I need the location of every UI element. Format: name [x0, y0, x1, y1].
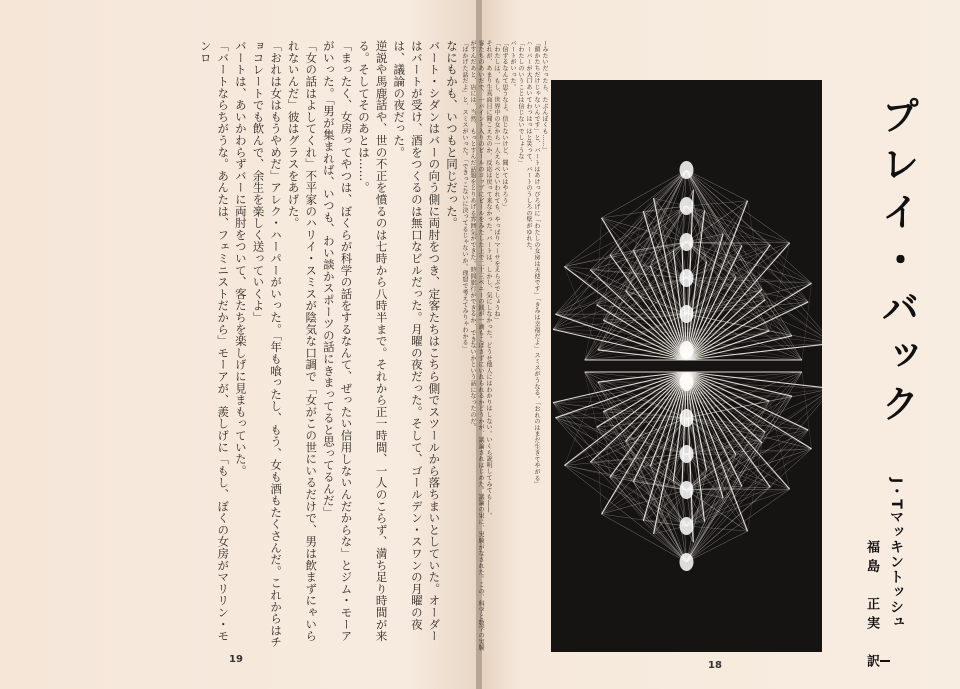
art-string — [564, 267, 686, 350]
art-node — [680, 517, 694, 535]
art-string — [597, 427, 602, 514]
art-string — [610, 198, 654, 255]
art-string — [770, 245, 808, 302]
art-string — [598, 382, 687, 526]
right-page — [461, 0, 960, 689]
art-string — [564, 382, 686, 465]
art-node — [680, 445, 694, 463]
art-node — [680, 269, 694, 287]
art-string — [610, 477, 654, 534]
right-page-number: 18 — [708, 660, 722, 671]
string-art-illustration — [551, 80, 822, 652]
art-node — [680, 553, 694, 571]
art-string — [601, 514, 686, 526]
art-string — [687, 201, 748, 206]
art-node — [680, 161, 694, 179]
art-string — [687, 300, 766, 350]
art-node — [680, 373, 694, 391]
story-title: プレイ・バック — [875, 96, 919, 432]
art-string — [687, 382, 736, 455]
art-node — [680, 305, 694, 323]
art-string — [687, 389, 833, 490]
art-string — [687, 277, 736, 350]
right-story-text: ーみたいだったら、たぶんぼくも……」 「顔かたちだけじゃないんです」と、バートはあけっぴろげに「わたしの女房は天使です」「きみは幸福だよ」スミスがうなる。「おれのはまだ生きてやがる」 ハーパーが大口あいてわっはっはと笑って、バートのうしろの壁がゆれた。 「わたしのいうことは信じないでしょうな」 バートがいった。 「信ずるなんて思うなよ。信じないけど、聞いてはやろう」 「わたしは、もし、世界中の女から一人えらべといわれても、やっぱりマーサをえらぶでしょうね」 それが、あまり生真面目に聞こえたのか、反応は戻って来なかった。バートは、しかし、気にしなかった。どうせ他人にはわかりはしない。いくら説明してみても――。 客たちのあいだで、一パイント入りのビールのコップにビールをみたした上で二十三ペニーの銭が一滴もこぼさずにいれられるかどうかが、議論されはじめた。議論の果に、実験がなされた。この、科学と数学の実験がすんだあと、店には、当然、もっとすんだ話題をとりあげる雰囲気ができた。時間旅行ができるか、できないかという話になったのだ。 「ばかげた話だよ」と、スミスがいった。「できっこないに決ってるじゃないか。理窟で考えてみりゃわかる」 — [461, 40, 548, 652]
byline-dash — [880, 660, 890, 662]
left-page — [0, 0, 478, 689]
art-node — [680, 341, 694, 359]
art-node — [680, 481, 694, 499]
art-string — [597, 218, 602, 305]
string-art-graphic — [551, 80, 822, 652]
translator-name: 福島 正実 訳 — [864, 540, 879, 673]
art-string — [770, 430, 808, 487]
art-string — [742, 246, 765, 300]
art-string — [687, 242, 833, 343]
art-string — [687, 454, 736, 455]
art-string — [687, 206, 736, 277]
art-string — [598, 206, 687, 350]
art-string — [687, 382, 812, 449]
art-string — [687, 283, 812, 350]
art-node — [680, 409, 694, 427]
left-body-text: なにもかも、いつもと同じだった。 バート・シダンはバーの向う側に両肘をつき、定客たちはこちら側でスツールから落ちまいとしていた。オーダーはバートが受け、酒をつくるのは無口なビルだった。月曜の夜だった。そして、ゴールデン・スワンの月曜の夜は、議論の夜だった。 逆説や馬鹿話や、世の不正を憤るのは七時から八時半まで。それから正一時間、一人のこらず、満ち足り時間が来る。そしてそのあとは……。 「まったく、女房ってやつは、ぼくらが科学の話をするなんて、ぜったい信用しないんだからな」とジム・モーアがいった。「男が集まれば、いつも、わい談かスポーツの話にきまってると思ってるんだ」 「女の話はよしてくれ」不平家のハリイ・スミスが陰気な口調で「女がこの世にいるだけで、男は飲まずにゃいられないんだ」彼はグラスをあげた。 「おれは女はもうやめだ」アレク・ハーパーがいった。「年も喰ったし、もう、女も酒もたくさんだ。これからはチョコレートでも飲んで、余生を楽しく送っていくよ」 バートは、あいかわらずバーに両肘をついて、客たちを楽しげに見まもっていた。 「バートならちがうな。あんたは、フェミニストだから」モーアが、羨しげに「もし、ぼくの女房がマリリン・モンロ — [198, 40, 459, 648]
art-node — [680, 197, 694, 215]
author-name: J・Tマッキントッシュ — [888, 478, 904, 630]
art-string — [742, 432, 765, 486]
art-string — [687, 455, 736, 526]
art-node — [680, 233, 694, 251]
art-string — [601, 206, 686, 218]
left-page-number: 19 — [229, 654, 243, 665]
art-string — [687, 526, 748, 531]
art-string — [687, 382, 766, 432]
art-string — [687, 277, 736, 278]
